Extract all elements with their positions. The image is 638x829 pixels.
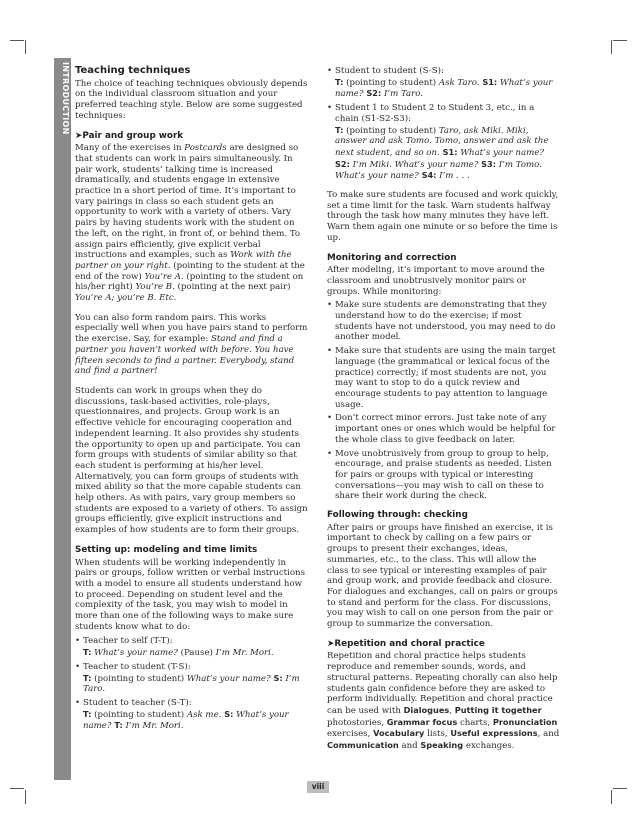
list-item: • Student to student (S-S): T: (pointing to student) Ask Taro. S1: What’s your name? S2: I’m Taro. xyxy=(327,66,560,100)
time-limit-paragraph: To make sure students are focused and work quickly, set a time limit for the task. Warn students halfway through the task how many minutes they have left. Warn them again one minute or so before the time is up. xyxy=(327,190,559,243)
list-item: • Make sure students are demonstrating that they understand how to do the exercise; if most students have not understood, you may need to do another model. xyxy=(327,300,560,343)
list-item: • Move unobtrusively from group to group to help, encourage, and praise students as needed. Listen for pairs or groups with typical or interesting conversations—you may wish to call on these to share their work during the check. xyxy=(327,449,560,503)
page-number: viii xyxy=(307,781,329,793)
heading-setting-up: Setting up: modeling and time limits xyxy=(75,544,258,555)
arrow-icon: ➤ xyxy=(327,638,335,649)
right-column xyxy=(327,66,560,761)
follow-paragraph: After pairs or groups have finished an exercise, it is important to check by calling on a few pairs or groups to present their exchanges, ideas, summaries, etc., to the class. This will allow the class to see typical or interesting examples of pair and group work, and provide feedback and closure. For dialogues and exchanges, call on pairs or groups to stand and perform for the class. For discussions, you may wish to call on one person from the pair or group to summarize the conversation. xyxy=(327,522,558,630)
arrow-icon: ➤ xyxy=(75,130,83,141)
section-label: INTRODUCTION xyxy=(61,62,70,135)
pair-paragraph-1: Many of the exercises in Postcards are designed so that students can work in pairs simultaneously. In pair work, students’ talking time is increased dramatically, and students engage in extensive practice in a short period of time. It’s important to vary pairings in class so each student gets an opportunity to work with a variety of others. Vary pairs by having students work with the student on the left, on the right, in front of, or behind them. To assign pairs efficiently, give explicit verbal instructions and examples, such as Work with the partner on your right. (pointing to the student at the end of the row) You’re A. (pointing to the student on his/her right) You’re B. (pointing at the next pair) You’re A; you’re B. Etc. xyxy=(75,143,305,304)
list-item: • Teacher to student (T-S): T: (pointing to student) What’s your name? S: I’m Taro. xyxy=(75,662,308,695)
sidebar-band xyxy=(54,58,71,780)
list-item: • Student to teacher (S-T): T: (pointing to student) Ask me. S: What’s your name? T: I’m Mr. Mori. xyxy=(75,698,308,732)
list-item: • Don’t correct minor errors. Just take note of any important ones or ones which would be helpful for the whole class to give feedback on later. xyxy=(327,413,560,445)
intro-paragraph: The choice of teaching techniques obviously depends on the individual classroom situation and your preferred teaching style. Below are some suggested techniques: xyxy=(75,78,308,121)
list-item: • Student 1 to Student 2 to Student 3, etc., in a chain (S1-S2-S3): T: (pointing to student) Taro, ask Miki. Miki, answer and ask Tomo. Tomo, answer and ask the next student, and so on. S1: What’s your name? S2: I’m Miki. What’s your name? S3: I’m Tomo. What’s your name? S4: I’m . . . xyxy=(327,103,560,182)
heading-monitoring: Monitoring and correction xyxy=(327,252,457,263)
list-item: • Teacher to self (T-T): T: What’s your name? (Pause) I’m Mr. Mori. xyxy=(75,636,308,658)
setup-paragraph: When students will be working independently in pairs or groups, follow written or verbal instructions with a model to ensure all students understand how to proceed. Depending on student level and the complexity of the task, you may wish to model in more than one of the following ways to make sure students know what to do: xyxy=(75,557,306,632)
pair-paragraph-2: You can also form random pairs. This works especially well when you have pairs stand to perform the exercise. Say, for example: Stand and find a partner you haven’t worked with before. You have fifteen seconds to find a partner. Everybody, stand and find a partner! xyxy=(75,312,308,377)
monitoring-list xyxy=(327,300,560,502)
heading-following-through: Following through: checking xyxy=(327,510,468,521)
heading-pair-group-work: ➤Pair and group work xyxy=(75,130,184,141)
repetition-paragraph: Repetition and choral practice helps students reproduce and remember sounds, words, and structural patterns. Repeating chorally can also help students gain confidence before they are asked to perform individually. Repetition and choral practice can be used with Dialogues, Putting it together photostories, Grammar focus charts, Pronunciation exercises, Vocabulary lists, Useful expressions, and Communication and Speaking exchanges. xyxy=(327,651,560,752)
pair-paragraph-3: Students can work in groups when they do discussions, task-based activities, role-plays, questionnaires, and projects. Group work is an effective vehicle for encouraging cooperation and independent learning. It also provides shy students the opportunity to open up and participate. You can form groups with students of similar ability so that each student is performing at his/her level. Alternatively, you can form groups of students with mixed ability so that the more capable students can help others. As with pairs, vary group members so students are exposed to a variety of others. To assign groups efficiently, give explicit instructions and examples of how students are to form their groups. xyxy=(75,385,308,536)
heading-teaching-techniques: Teaching techniques xyxy=(75,65,191,76)
modeling-list-right xyxy=(327,66,560,182)
left-column xyxy=(75,66,308,740)
list-item: • Make sure that students are using the main target language (the grammatical or lexical focus of the practice) correctly; if most students are not, you may want to stop to do a quick review and encourage students to pay attention to language usage. xyxy=(327,346,560,410)
heading-repetition: ➤Repetition and choral practice xyxy=(327,638,485,649)
monitor-paragraph: After modeling, it’s important to move around the classroom and unobtrusively monitor pairs or groups. While monitoring: xyxy=(327,265,545,297)
modeling-list-left xyxy=(75,636,308,732)
